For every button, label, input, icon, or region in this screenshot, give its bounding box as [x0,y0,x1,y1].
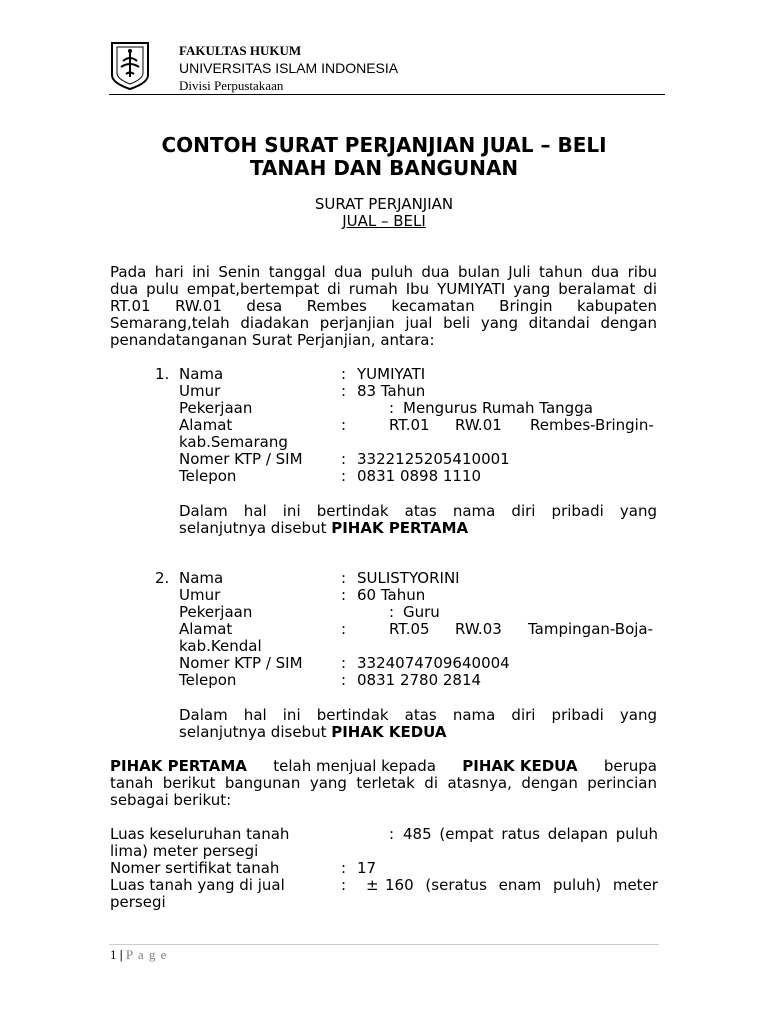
sold-label: Luas tanah yang di jual [110,876,285,894]
party2-name: SULISTYORINI [357,569,460,587]
party2-address-village: Tampingan-Boja- [528,620,654,638]
colon: : [341,654,347,672]
cert-value: 17 [357,859,377,877]
label-address: Alamat [179,620,233,638]
sold-word: 160 [385,876,414,894]
label-job: Pekerjaan [179,603,253,621]
faculty-name: FAKULTAS HUKUM [179,43,302,58]
colon: : [341,467,347,485]
colon: : [341,620,347,638]
document-title-line1: CONTOH SURAT PERJANJIAN JUAL – BELI [161,133,607,157]
university-name: UNIVERSITAS ISLAM INDONESIA [179,60,399,76]
label-phone: Telepon [179,467,237,485]
label-phone: Telepon [179,671,237,689]
party1-role: PIHAK PERTAMA [331,519,469,537]
footer-divider [109,944,659,945]
page-label: P a g e [125,947,168,962]
colon: : [341,365,347,383]
party1-number: 1. [155,365,170,383]
statement-prefix: selanjutnya disebut [179,519,332,537]
sale-line3: sebagai berikut: [110,791,232,809]
party1-statement-cont [179,520,468,537]
area-label: Luas keseluruhan tanah [110,825,290,843]
document-title-line2: TANAH DAN BANGUNAN [249,156,519,180]
party2-age: 60 Tahun [357,586,426,604]
label-name: Nama [179,365,224,383]
label-ktp: Nomer KTP / SIM [179,450,303,468]
sold-value [385,877,658,894]
sold-value-cont: persegi [110,893,166,911]
label-address: Alamat [179,416,233,434]
party1-address-rt: RT.01 [389,416,430,434]
area-value: 485 (empat ratus delapan puluh [403,825,658,843]
plus-minus: ± [366,876,379,894]
colon: : [389,399,395,417]
colon: : [341,876,347,894]
label-ktp: Nomer KTP / SIM [179,654,303,672]
subtitle-line1: SURAT PERJANJIAN [314,195,454,213]
sale-line2: tanah berikut bangunan yang terletak di atasnya, dengan perincian [110,774,657,792]
party2-statement: Dalam hal ini bertindak atas nama diri pribadi yang [179,706,657,724]
colon: : [341,416,347,434]
colon: : [341,859,347,877]
label-job: Pekerjaan [179,399,253,417]
intro-line: dua pulu empat,bertempat di rumah Ibu YUMIYATI yang beralamat di [110,280,657,298]
party2-ktp: 3324074709640004 [357,654,510,672]
label-name: Nama [179,569,224,587]
party1-ktp: 3322125205410001 [357,450,510,468]
sold-word: (seratus [425,876,487,894]
page-separator: | [119,947,123,962]
party2-statement-cont [179,724,446,741]
first-party-term: PIHAK PERTAMA [110,757,247,775]
colon: : [341,569,347,587]
party1-address-village: Rembes-Bringin- [530,416,654,434]
intro-line: Semarang,telah diadakan perjanjian jual beli yang ditandai dengan [110,314,657,332]
subtitle-line2: JUAL – BELI [342,212,426,230]
university-logo [109,41,151,91]
statement-prefix: selanjutnya disebut [179,723,332,741]
sold-word: enam [498,876,542,894]
sale-line1 [110,758,657,775]
party2-address-rw: RW.03 [455,620,502,638]
division-name: Divisi Perpustakaan [179,78,284,93]
sold-word: puluh) [553,876,602,894]
party1-address-cont: kab.Semarang [179,433,288,451]
party1-job: Mengurus Rumah Tangga [403,399,593,417]
colon: : [341,671,347,689]
page-number: 1 [110,947,117,962]
colon: : [389,603,395,621]
party1-statement: Dalam hal ini bertindak atas nama diri pribadi yang [179,502,657,520]
party2-address-rt: RT.05 [389,620,430,638]
intro-line: Pada hari ini Senin tanggal dua puluh dua bulan Juli tahun dua ribu [110,263,657,281]
label-age: Umur [179,382,221,400]
party2-role: PIHAK KEDUA [331,723,447,741]
party2-number: 2. [155,569,170,587]
area-value-cont: lima) meter persegi [110,842,259,860]
cert-label: Nomer sertifikat tanah [110,859,280,877]
intro-line: RT.01 RW.01 desa Rembes kecamatan Bringin kabupaten [110,297,657,315]
header-divider [109,94,665,95]
colon: : [341,586,347,604]
party2-job: Guru [403,603,440,621]
sale-end: berupa [603,757,657,775]
party2-address-cont: kab.Kendal [179,637,262,655]
colon: : [341,382,347,400]
party1-age: 83 Tahun [357,382,426,400]
sale-verb: telah menjual kepada [273,757,436,775]
page-footer [110,947,167,963]
sold-word: meter [612,876,658,894]
party2-phone: 0831 2780 2814 [357,671,482,689]
party1-phone: 0831 0898 1110 [357,467,482,485]
intro-line: penandatanganan Surat Perjanjian, antara: [110,331,435,349]
label-age: Umur [179,586,221,604]
second-party-term: PIHAK KEDUA [462,757,578,775]
colon: : [389,825,395,843]
colon: : [341,450,347,468]
party1-name: YUMIYATI [357,365,426,383]
party1-address-rw: RW.01 [455,416,502,434]
